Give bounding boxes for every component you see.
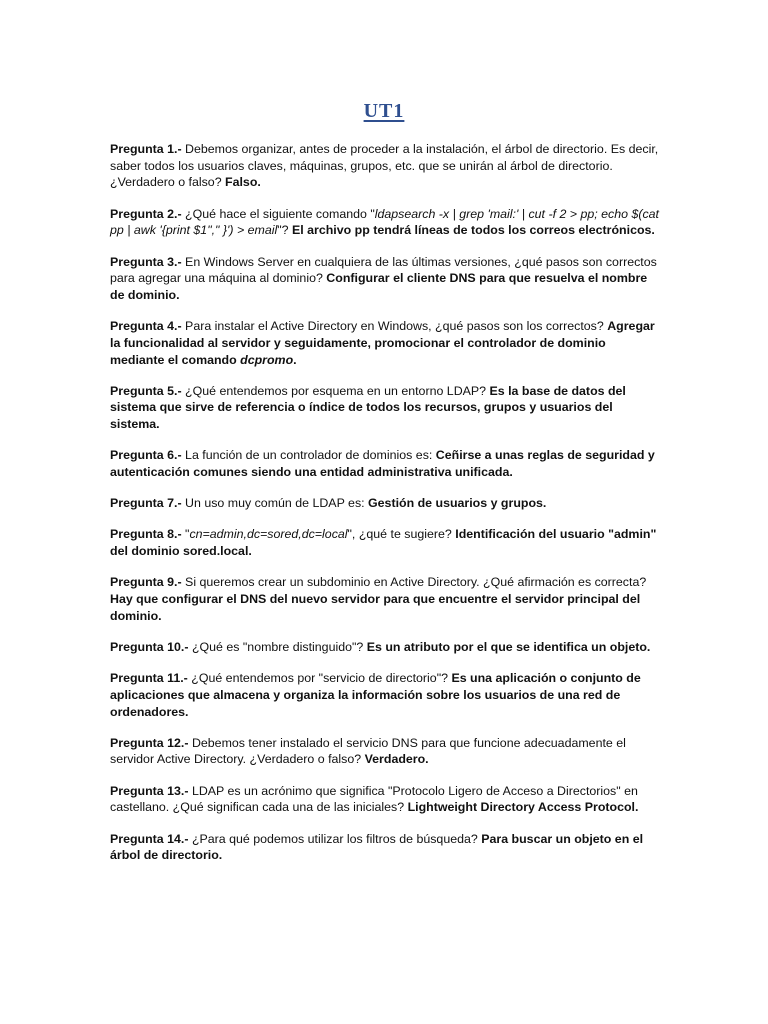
question-label: Pregunta 12.- <box>110 735 189 750</box>
question-answer: Falso. <box>225 175 261 190</box>
question-label: Pregunta 13.- <box>110 783 189 798</box>
question-command: cn=admin,dc=sored,dc=local <box>189 527 348 542</box>
question-label: Pregunta 9.- <box>110 575 182 590</box>
question-label: Pregunta 8.- <box>110 527 182 542</box>
question-label: Pregunta 7.- <box>110 496 182 511</box>
question-9 <box>110 574 660 624</box>
question-text: ¿Qué es "nombre distinguido"? <box>188 639 367 654</box>
question-text: Debemos organizar, antes de proceder a la instalación, el árbol de directorio. Es decir, saber todos los usuarios claves, máquinas, grupos, etc. que se unirán al árbol de directorio. ¿Verdadero o falso? <box>110 142 659 190</box>
question-text-after: ", ¿qué te sugiere? <box>347 527 456 542</box>
question-11 <box>110 670 660 720</box>
question-7 <box>110 495 660 512</box>
question-answer: Agregar la funcionalidad al servidor y seguidamente, promocionar el controlador de dominio mediante el comando <box>110 319 655 367</box>
question-3 <box>110 254 660 304</box>
question-label: Pregunta 1.- <box>110 142 182 156</box>
question-1 <box>110 141 660 191</box>
question-answer: Ceñirse a unas reglas de seguridad y autenticación comunes siendo una entidad administrativa unificada. <box>110 448 655 480</box>
question-label: Pregunta 14.- <box>110 831 189 846</box>
question-answer: Verdadero. <box>364 752 429 767</box>
question-text-after: "? <box>277 223 292 238</box>
answer-command: dcpromo <box>240 352 294 367</box>
question-answer: Configurar el cliente DNS para que resuelva el nombre de dominio. <box>110 271 648 302</box>
question-text: ¿Qué entendemos por "servicio de directorio"? <box>187 671 452 686</box>
question-text: Para instalar el Active Directory en Windows, ¿qué pasos son los correctos? <box>181 319 608 334</box>
question-10 <box>110 639 660 656</box>
question-2 <box>110 206 660 239</box>
question-text: La función de un controlador de dominios es: <box>181 448 436 463</box>
question-answer: Para buscar un objeto en el árbol de directorio. <box>110 831 644 863</box>
question-answer: Hay que configurar el DNS del nuevo servidor para que encuentre el servidor principal del dominio. <box>110 592 641 623</box>
question-14 <box>110 831 660 864</box>
question-label: Pregunta 3.- <box>110 254 182 269</box>
question-text: ¿Para qué podemos utilizar los filtros de búsqueda? <box>188 831 482 846</box>
question-text: ¿Qué hace el siguiente comando " <box>181 206 375 221</box>
question-text: Un uso muy común de LDAP es: <box>181 496 369 511</box>
question-text: ¿Qué entendemos por esquema en un entorno LDAP? <box>181 383 490 398</box>
question-label: Pregunta 4.- <box>110 319 182 334</box>
question-label: Pregunta 6.- <box>110 448 182 463</box>
question-answer: Es la base de datos del sistema que sirve de referencia o índice de todos los recursos, grupos y usuarios del sistema. <box>110 383 626 432</box>
question-13 <box>110 783 660 816</box>
question-label: Pregunta 2.- <box>110 206 182 221</box>
question-answer: Es un atributo por el que se identifica un objeto. <box>366 639 651 654</box>
question-command: ldapsearch -x | grep 'mail:' | cut -f 2 > pp; echo $(cat pp | awk '{print $1"," }') > email <box>110 206 659 238</box>
question-list <box>110 141 660 879</box>
question-4 <box>110 318 660 368</box>
question-text: " <box>181 527 190 542</box>
question-label: Pregunta 11.- <box>110 671 188 686</box>
question-label: Pregunta 10.- <box>110 639 189 654</box>
question-12 <box>110 735 660 768</box>
question-text: Si queremos crear un subdominio en Active Directory. ¿Qué afirmación es correcta? <box>181 575 647 590</box>
question-answer: Identificación del usuario "admin" del dominio sored.local. <box>110 527 657 559</box>
question-answer: Es una aplicación o conjunto de aplicaciones que almacena y organiza la información sobre los usuarios de una red de ordenadores. <box>110 671 641 719</box>
question-5 <box>110 383 660 433</box>
page-title: UT1 <box>363 100 405 122</box>
question-text: LDAP es un acrónimo que significa "Protocolo Ligero de Acceso a Directorios" en castellano. ¿Qué significan cada una de las iniciales? <box>110 783 638 815</box>
question-answer: Gestión de usuarios y grupos. <box>368 496 547 511</box>
answer-end: . <box>293 352 297 367</box>
question-6 <box>110 447 660 480</box>
question-answer: El archivo pp tendrá líneas de todos los correos electrónicos. <box>291 223 655 238</box>
question-text: En Windows Server en cualquiera de las últimas versiones, ¿qué pasos son correctos para agregar una máquina al dominio? <box>110 254 657 286</box>
question-text: Debemos tener instalado el servicio DNS para que funcione adecuadamente el servidor Active Directory. ¿Verdadero o falso? <box>110 735 626 767</box>
question-label: Pregunta 5.- <box>110 383 182 398</box>
question-answer: Lightweight Directory Access Protocol. <box>407 800 639 815</box>
question-8 <box>110 526 660 559</box>
